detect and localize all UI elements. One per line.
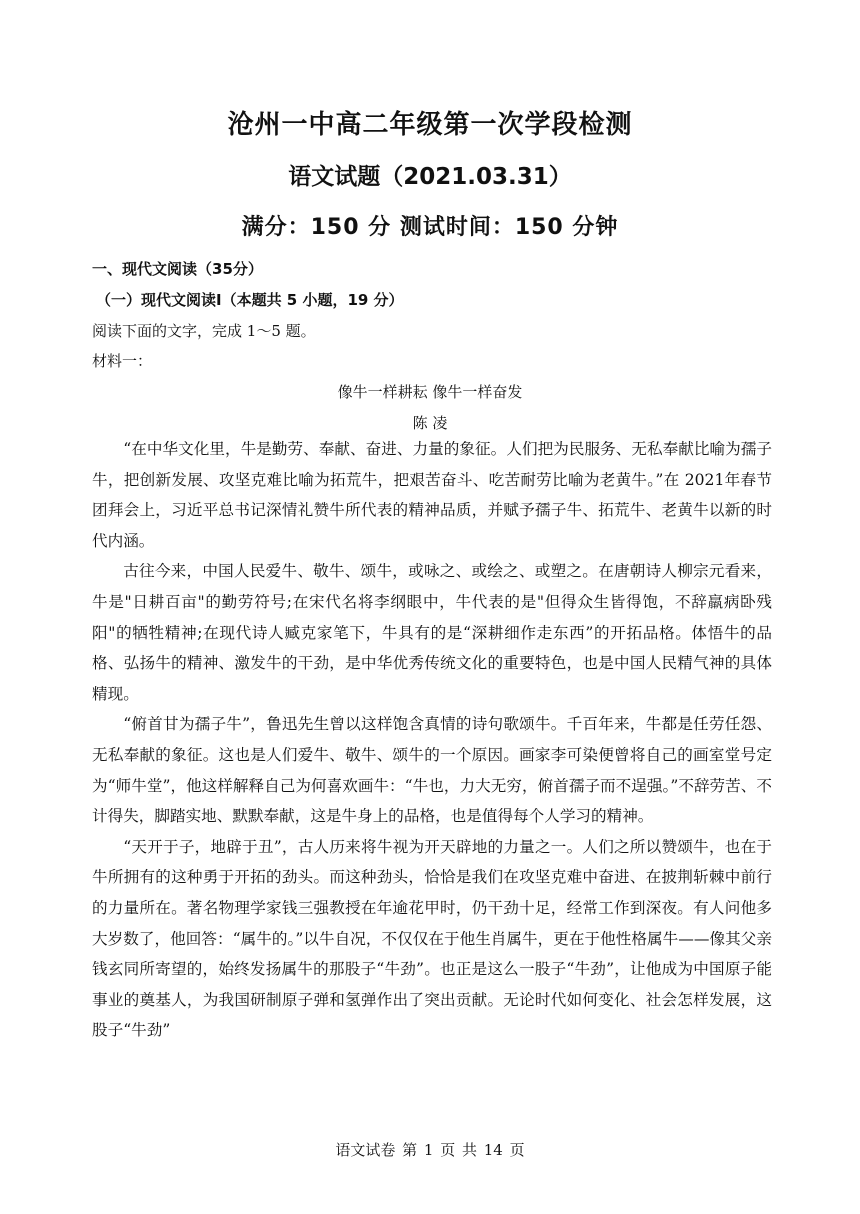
score-info: 满分：150 分 测试时间：150 分钟 [241, 215, 619, 240]
section-heading: 一、现代文阅读（35分） [92, 260, 263, 278]
paragraph: “俯首甘为孺子牛”，鲁迅先生曾以这样饱含真情的诗句歌颂牛。千百年来，牛都是任劳任怨、无私奉献的象征。这也是人们爱牛、敬牛、颂牛的一个原因。画家李可染便曾将自己的画室堂号定为“师牛堂”，他这样解释自己为何喜欢画牛：“牛也，力大无穷，俯首孺子而不逞强。”不辞劳苦、不计得失，脚踏实地、默默奉献，这是牛身上的品格，也是值得每个人学习的精神。 [92, 715, 772, 826]
article-author: 陈 凌 [412, 414, 448, 432]
article-title: 像牛一样耕耘 像牛一样奋发 [337, 383, 523, 401]
reading-instruction: 阅读下面的文字，完成 1～5 题。 [92, 322, 316, 340]
article-body [92, 434, 772, 1046]
paragraph: 古往今来，中国人民爱牛、敬牛、颂牛，或咏之、或绘之、或塑之。在唐朝诗人柳宗元看来，牛是"日耕百亩"的勤劳符号;在宋代名将李纲眼中，牛代表的是"但得众生皆得饱，不辞羸病卧残阳"的牺牲精神;在现代诗人臧克家笔下，牛具有的是“深耕细作走东西”的开拓品格。体悟牛的品格、弘扬牛的精神、激发牛的干劲，是中华优秀传统文化的重要特色，也是中国人民精气神的具体精现。 [92, 562, 772, 703]
subsection-heading: （一）现代文阅读Ⅰ（本题共 5 小题，19 分） [96, 291, 404, 309]
material-label: 材料一： [92, 352, 153, 370]
paragraph: “天开于子，地辟于丑”，古人历来将牛视为开天辟地的力量之一。人们之所以赞颂牛，也在于牛所拥有的这种勇于开拓的劲头。而这种劲头，恰恰是我们在攻坚克难中奋进、在披荆斩棘中前行的力量所在。著名物理学家钱三强教授在年逾花甲时，仍干劲十足，经常工作到深夜。有人问他多大岁数了，他回答：“属牛的。”以牛自况，不仅仅在于他生肖属牛，更在于他性格属牛——像其父亲钱玄同所寄望的，始终发扬属牛的那股子“牛劲”。也正是这么一股子“牛劲”，让他成为中国原子能事业的奠基人，为我国研制原子弹和氢弹作出了突出贡献。无论时代如何变化、社会怎样发展，这股子“牛劲” [92, 837, 772, 1040]
exam-title: 沧州一中高二年级第一次学段检测 [227, 110, 633, 140]
page-footer: 语文试卷 第 1 页 共 14 页 [335, 1141, 525, 1159]
exam-subtitle: 语文试题（2021.03.31） [288, 164, 572, 190]
paragraph: “在中华文化里，牛是勤劳、奉献、奋进、力量的象征。人们把为民服务、无私奉献比喻为孺子牛，把创新发展、攻坚克难比喻为拓荒牛，把艰苦奋斗、吃苦耐劳比喻为老黄牛。”在 2021年春节团拜会上，习近平总书记深情礼赞牛所代表的精神品质，并赋予孺子牛、拓荒牛、老黄牛以新的时代内涵。 [92, 440, 772, 550]
